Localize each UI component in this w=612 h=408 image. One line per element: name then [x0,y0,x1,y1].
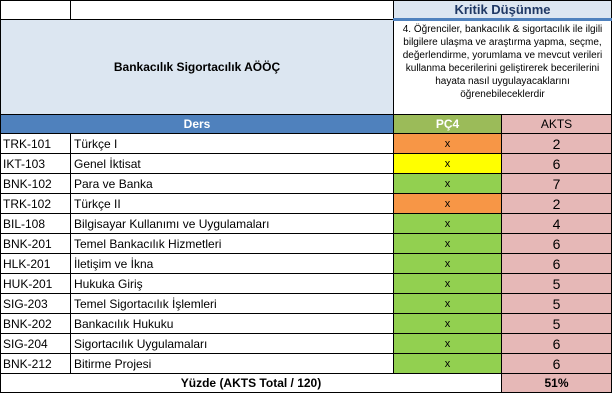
course-name-cell[interactable]: İletişim ve İkna [71,254,394,274]
course-code-cell[interactable]: IKT-103 [1,154,71,174]
pc4-mark-cell[interactable]: x [394,294,502,314]
course-code-cell[interactable]: HLK-201 [1,254,71,274]
akts-value-cell[interactable]: 6 [502,334,612,354]
akts-value-cell[interactable]: 2 [502,194,612,214]
pc4-mark-cell[interactable]: x [394,254,502,274]
percentage-value-cell[interactable]: 51% [502,374,612,393]
pc4-mark-cell[interactable]: x [394,154,502,174]
table-row [1,174,612,194]
table-row [1,274,612,294]
pc4-mark-cell[interactable]: x [394,194,502,214]
pc4-mark-cell[interactable]: x [394,354,502,374]
course-name-cell[interactable]: Sigortacılık Uygulamaları [71,334,394,354]
course-name-cell[interactable]: Genel İktisat [71,154,394,174]
akts-value-cell[interactable]: 2 [502,134,612,154]
pc4-header[interactable]: PÇ4 [394,115,502,134]
akts-value-cell[interactable]: 6 [502,354,612,374]
pc4-mark-cell[interactable]: x [394,174,502,194]
akts-value-cell[interactable]: 7 [502,174,612,194]
pc4-mark-cell[interactable]: x [394,274,502,294]
table-row [1,234,612,254]
course-name-cell[interactable]: Bilgisayar Kullanımı ve Uygulamaları [71,214,394,234]
table-row [1,214,612,234]
program-title-cell[interactable]: Bankacılık Sigortacılık AÖÖÇ [1,20,394,115]
table-row [1,334,612,354]
course-name-cell[interactable]: Temel Bankacılık Hizmetleri [71,234,394,254]
course-code-cell[interactable]: SIG-204 [1,334,71,354]
kritik-dusunme-header[interactable]: Kritik Düşünme [394,1,612,20]
akts-value-cell[interactable]: 6 [502,234,612,254]
course-name-cell[interactable]: Türkçe II [71,194,394,214]
table-row [1,314,612,334]
course-name-cell[interactable]: Türkçe I [71,134,394,154]
percentage-label-cell[interactable]: Yüzde (AKTS Total / 120) [1,374,502,393]
course-name-cell[interactable]: Temel Sigortacılık İşlemleri [71,294,394,314]
course-code-cell[interactable]: HUK-201 [1,274,71,294]
table-row [1,354,612,374]
course-code-cell[interactable]: BIL-108 [1,214,71,234]
pc4-mark-cell[interactable]: x [394,214,502,234]
course-name-cell[interactable]: Bankacılık Hukuku [71,314,394,334]
akts-value-cell[interactable]: 5 [502,274,612,294]
course-name-cell[interactable]: Bitirme Projesi [71,354,394,374]
course-name-cell[interactable]: Hukuka Giriş [71,274,394,294]
akts-value-cell[interactable]: 4 [502,214,612,234]
course-code-cell[interactable]: SIG-203 [1,294,71,314]
course-name-cell[interactable]: Para ve Banka [71,174,394,194]
akts-value-cell[interactable]: 5 [502,314,612,334]
table-row [1,154,612,174]
course-code-cell[interactable]: BNK-102 [1,174,71,194]
footer-row [1,374,612,393]
table-row [1,294,612,314]
course-code-cell[interactable]: BNK-212 [1,354,71,374]
table-row [1,194,612,214]
course-code-cell[interactable]: TRK-101 [1,134,71,154]
pc4-mark-cell[interactable]: x [394,314,502,334]
outcome-description-cell[interactable]: 4. Öğrenciler, bankacılık & sigortacılık ile ilgili bilgilere ulaşma ve araştırma yapma, seçme, değerlendirme, yorumlama ve mevcut verileri kullanma becerilerini geliştirerek becerilerini hayata nasıl uygulayacaklarını öğrenebileceklerdir [394,20,612,115]
akts-header[interactable]: AKTS [502,115,612,134]
ders-header[interactable]: Ders [1,115,394,134]
course-code-cell[interactable]: BNK-201 [1,234,71,254]
pc4-mark-cell[interactable]: x [394,334,502,354]
akts-value-cell[interactable]: 6 [502,154,612,174]
table-row [1,254,612,274]
table-row [1,134,612,154]
pc4-mark-cell[interactable]: x [394,234,502,254]
akts-value-cell[interactable]: 5 [502,294,612,314]
course-code-cell[interactable]: BNK-202 [1,314,71,334]
blank-cell[interactable] [1,1,71,20]
akts-value-cell[interactable]: 6 [502,254,612,274]
blank-cell[interactable] [71,1,394,20]
course-code-cell[interactable]: TRK-102 [1,194,71,214]
pc4-mark-cell[interactable]: x [394,134,502,154]
